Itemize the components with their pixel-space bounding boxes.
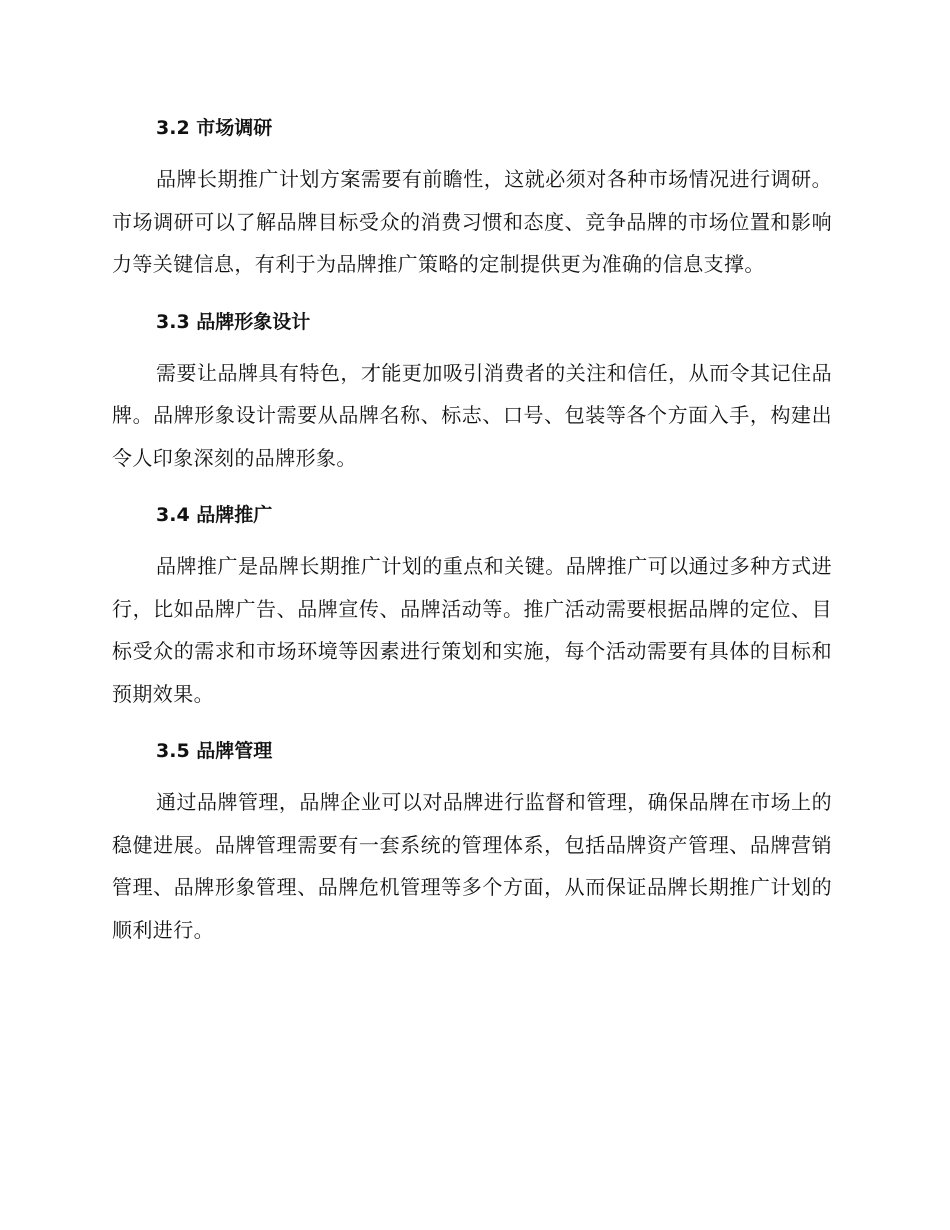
section-body-3-4: 品牌推广是品牌长期推广计划的重点和关键。品牌推广可以通过多种方式进行，比如品牌广告、品牌宣传、品牌活动等。推广活动需要根据品牌的定位、目标受众的需求和市场环境等因素进行策划和实施，每个活动需要有具体的目标和预期效果。 xyxy=(112,554,832,706)
document-content xyxy=(112,108,832,967)
section-heading-3-5: 3.5 品牌管理 xyxy=(156,740,273,762)
section-heading-3-3: 3.3 品牌形象设计 xyxy=(156,310,311,333)
section-body-3-3: 需要让品牌具有特色，才能更加吸引消费者的关注和信任，从而令其记住品牌。品牌形象设计需要从品牌名称、标志、口号、包装等各个方面入手，构建出令人印象深刻的品牌形象。 xyxy=(112,360,832,470)
section-heading-3-4: 3.4 品牌推广 xyxy=(156,504,273,526)
section-body-3-2: 品牌长期推广计划方案需要有前瞻性，这就必须对各种市场情况进行调研。市场调研可以了解品牌目标受众的消费习惯和态度、竞争品牌的市场位置和影响力等关键信息，有利于为品牌推广策略的定制提供更为准确的信息支撑。 xyxy=(112,167,832,276)
section-heading-3-2: 3.2 市场调研 xyxy=(156,117,273,139)
section-body-3-5: 通过品牌管理，品牌企业可以对品牌进行监督和管理，确保品牌在市场上的稳健进展。品牌管理需要有一套系统的管理体系，包括品牌资产管理、品牌营销管理、品牌形象管理、品牌危机管理等多个方面，从而保证品牌长期推广计划的顺利进行。 xyxy=(112,790,832,942)
